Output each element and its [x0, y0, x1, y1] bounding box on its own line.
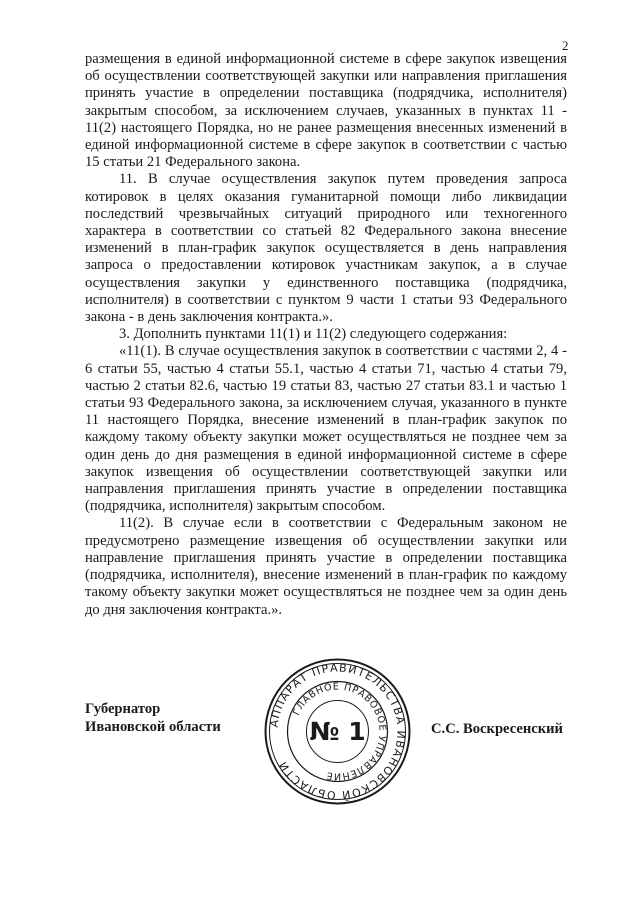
signatory-title-line: Губернатор [85, 701, 161, 717]
signatory-name: С.С. Воскресенский [431, 721, 563, 737]
body-text [85, 51, 567, 619]
seal-center-number: № 1 [309, 717, 366, 746]
official-seal [262, 656, 413, 807]
seal-inner-text: ГЛАВНОЕ ПРАВОВОЕ УПРАВЛЕНИЕ [291, 681, 388, 782]
paragraph: «11(1). В случае осуществления закупок в соответствии с частями 2, 4 - 6 статьи 55, частью 4 статьи 55.1, частью 4 статьи 71, частью 4 статьи 79, частью 2 статьи 82.6, частью 19 статьи 83, частью 27 статьи 83.1 и частью 1 статьи 93 Федерального закона, за исключением случая, указанного в пункте 11 настоящего Порядка, внесение изменений в план-график закупок по каждому такому объекту закупки может осуществляться не позднее чем за один день до дня размещения в единой информационной системе в сфере закупок извещения об осуществлении соответствующей закупки или направления приглашения принять участие в определении поставщика (подрядчика, исполнителя) закрытым способом. [85, 343, 567, 515]
paragraph: размещения в единой информационной системе в сфере закупок извещения об осуществлении соответствующей закупки или направления приглашения принять участие в определении поставщика (подрядчика, исполнителя) закрытым способом, за исключением случаев, указанных в пунктах 11 - 11(2) настоящего Порядка, но не ранее размещения внесенных изменений в единой информационной системе в сфере закупок в соответствии с частью 15 статьи 21 Федерального закона. [85, 51, 567, 171]
paragraph: 11(2). В случае если в соответствии с Федеральным законом не предусмотрено размещение извещения об осуществлении закупки или направление приглашения принять участие в определении поставщика (подрядчика, исполнителя), внесение изменений в план-график по каждому такому объекту закупки может осуществляться не позднее чем за один день до дня заключения контракта.». [85, 515, 567, 618]
signatory-title [85, 700, 221, 736]
signatory-title-line: Ивановской области [85, 719, 221, 735]
paragraph: 3. Дополнить пунктами 11(1) и 11(2) следующего содержания: [119, 326, 508, 343]
paragraph: 11. В случае осуществления закупок путем проведения запроса котировок в целях оказания гуманитарной помощи либо ликвидации последствий чрезвычайных ситуаций природного или техногенного характера в соответствии со статьей 82 Федерального закона внесение изменений в план-график закупок осуществляется в день направления запроса о предоставлении котировок участникам закупок, а в случае осуществления закупки у единственного поставщика (подрядчика, исполнителя) в соответствии с пунктом 9 части 1 статьи 93 Федерального закона - в день заключения контракта.». [85, 171, 567, 326]
seal-outer-text: АППАРАТ ПРАВИТЕЛЬСТВА ИВАНОВСКОЙ ОБЛАСТИ [267, 661, 408, 802]
page-number: 2 [562, 38, 569, 53]
